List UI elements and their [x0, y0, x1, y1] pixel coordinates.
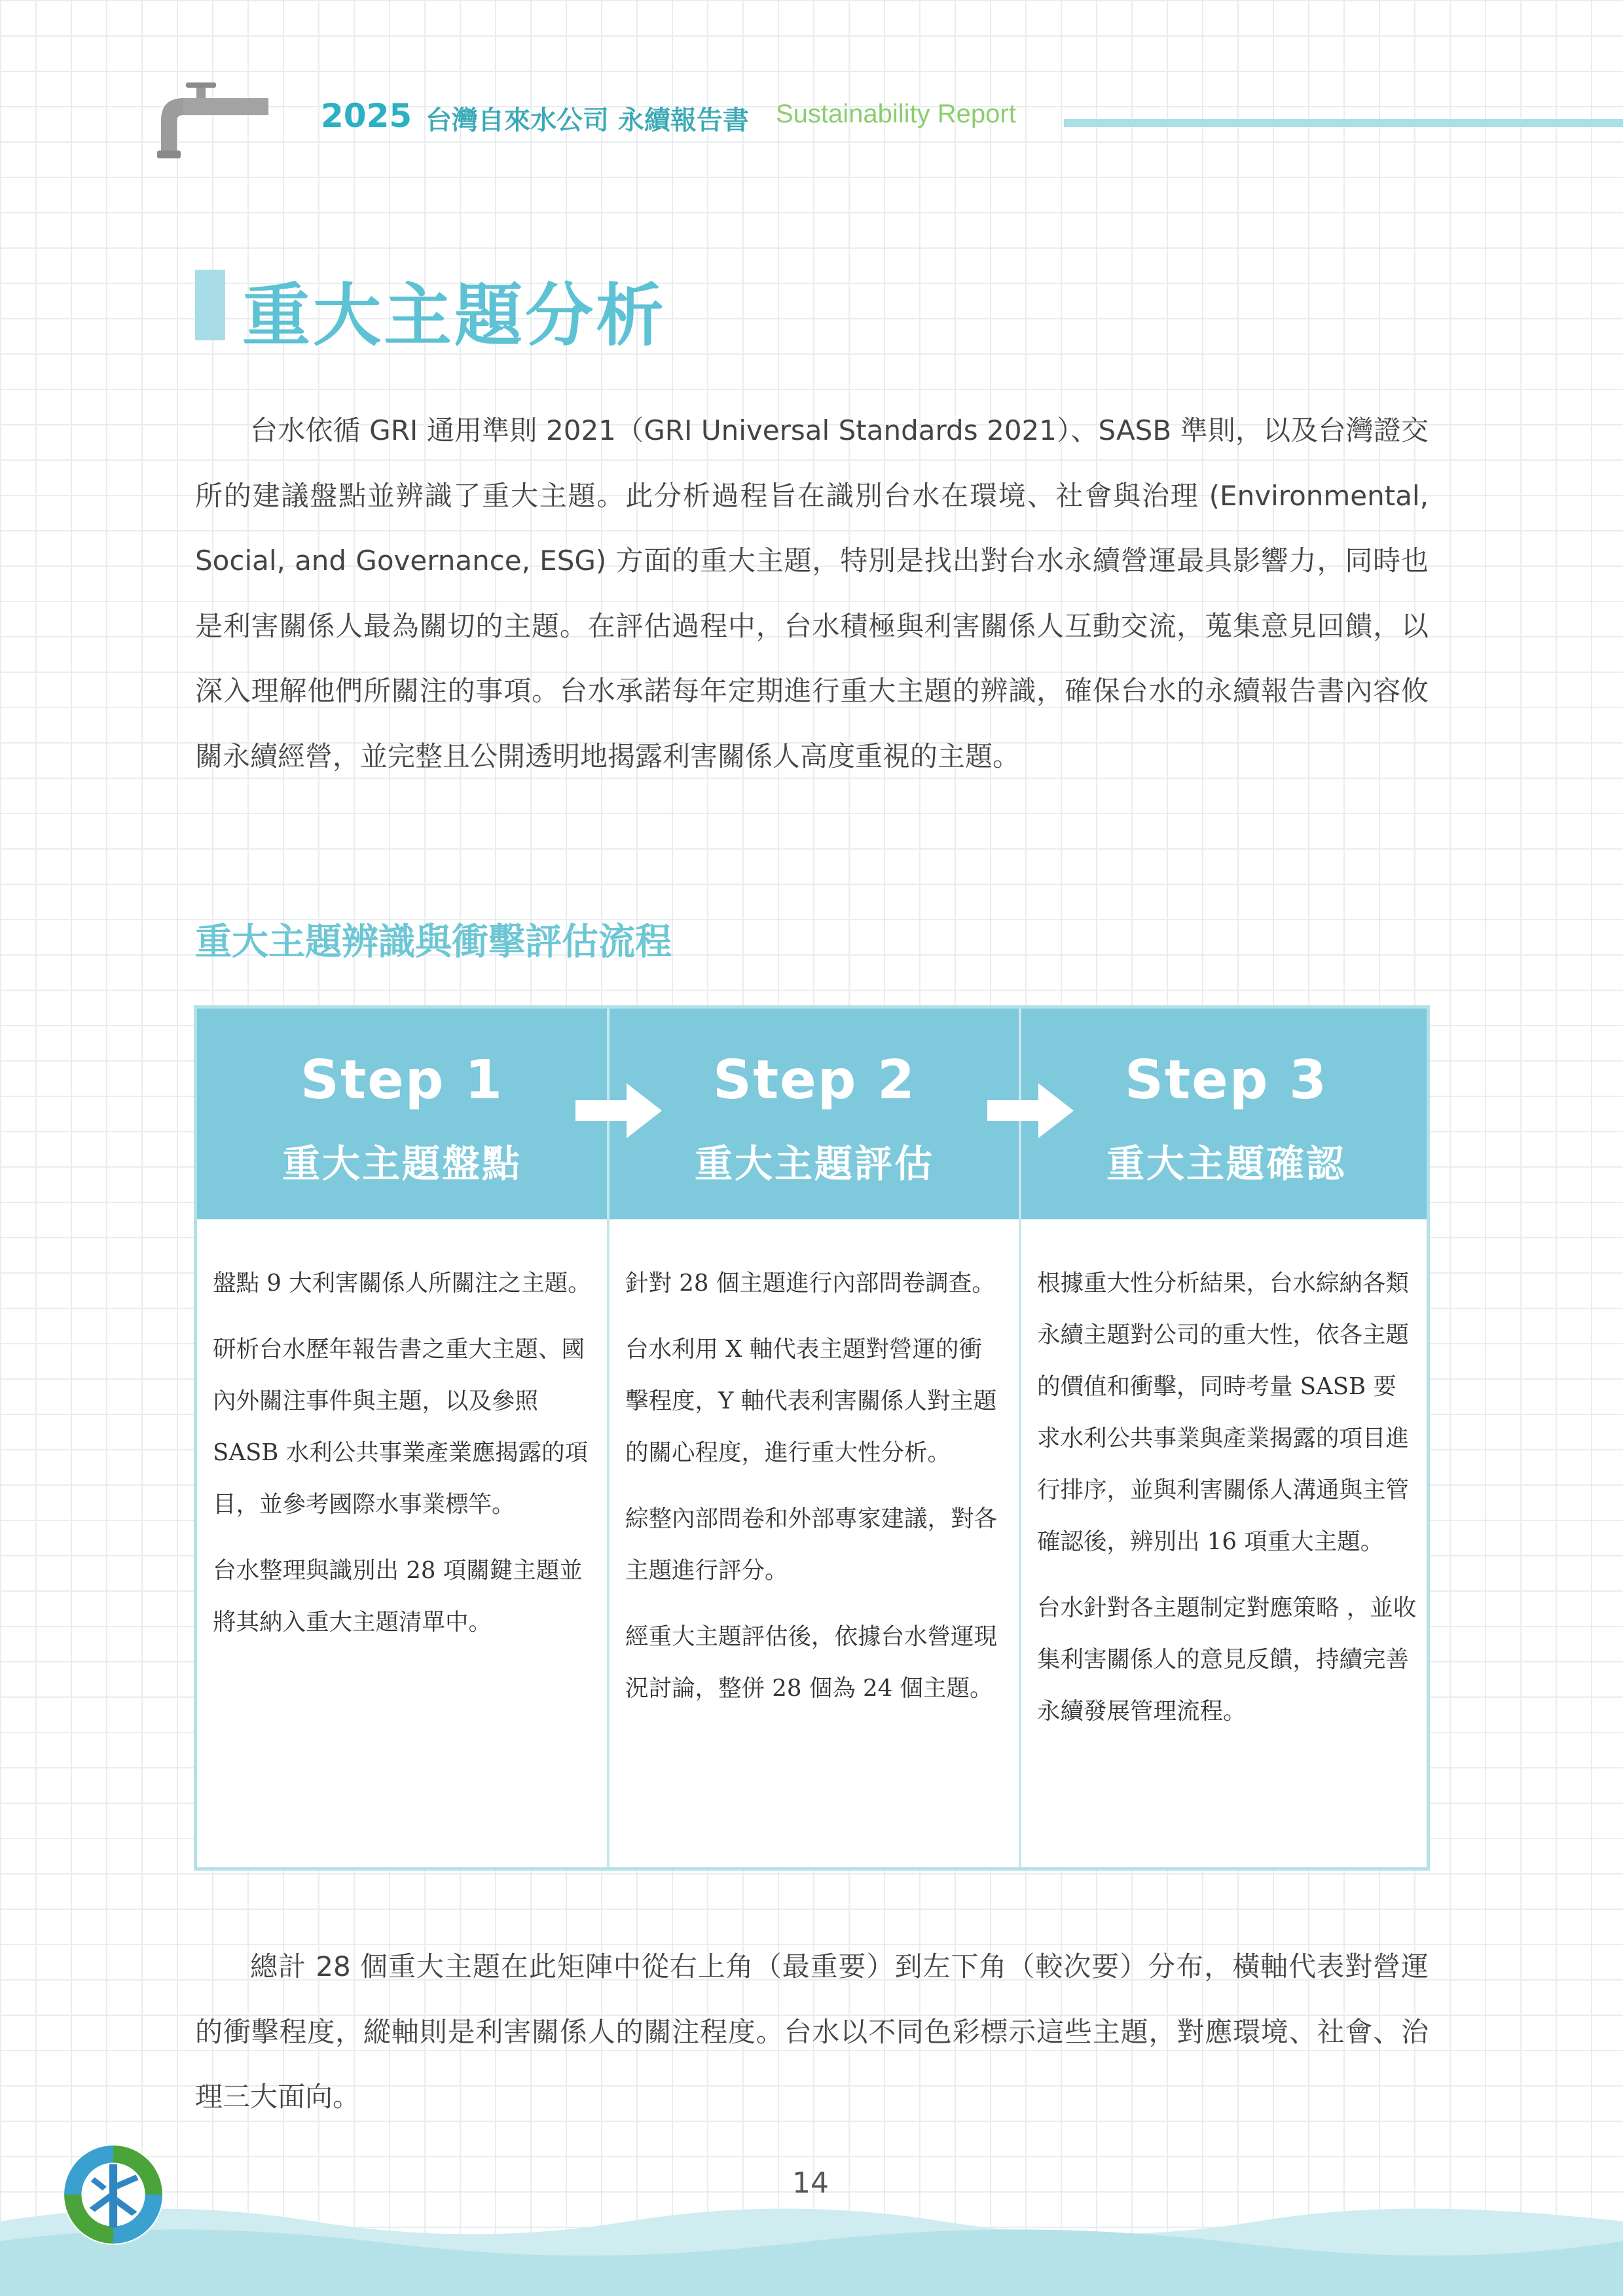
step-2-item: 經重大主題評估後，依據台水營運現況討論，整併 28 個為 24 個主題。	[625, 1623, 998, 1702]
taiwan-water-logo-icon	[60, 2142, 166, 2248]
step-2-item: 針對 28 個主題進行內部問卷調查。	[625, 1270, 995, 1297]
faucet-icon	[157, 79, 268, 164]
step-3-body	[1037, 1257, 1417, 1751]
section-title: 重大主題分析	[242, 276, 667, 355]
step-2-body	[625, 1257, 1005, 1729]
step-1-body	[213, 1257, 593, 1662]
header-rule	[1064, 119, 1623, 127]
step-1-label: Step 1	[300, 1049, 504, 1111]
step-3-header	[1021, 1009, 1431, 1219]
report-year: 2025	[321, 97, 412, 135]
process-title: 重大主題辨識與衝擊評估流程	[195, 921, 672, 963]
step-3-label: Step 3	[1124, 1049, 1328, 1111]
page-header	[157, 79, 1623, 164]
step-2-item: 台水利用 X 軸代表主題對營運的衝擊程度，Y 軸代表利害關係人對主題的關心程度，進行重大性分析。	[625, 1336, 997, 1466]
step-1-item: 研析台水歷年報告書之重大主題、國內外關注事件與主題，以及參照 SASB 水利公共事業產業應揭露的項目，並參考國際水事業標竿。	[213, 1336, 589, 1518]
step-1-item: 台水整理與識別出 28 項關鍵主題並將其納入重大主題清單中。	[213, 1557, 583, 1636]
process-flow-table	[194, 1005, 1430, 1871]
step-1-header	[197, 1009, 607, 1219]
step-1-name: 重大主題盤點	[282, 1141, 522, 1186]
arrow-right-icon	[570, 1078, 668, 1143]
report-title: 台灣自來水公司 永續報告書	[426, 105, 749, 135]
step-2-label: Step 2	[712, 1049, 917, 1111]
intro-text: 台水依循 GRI 通用準則 2021（GRI Universal Standards 2021）、SASB 準則，以及台灣證交所的建議盤點並辨識了重大主題。此分析過程旨在識別台水在環境、社會與治理 (Environmental, Social, and Governance, ESG) 方面的重大主題，特別是找出對台水永續營運最具影響力，同時也是利害關係人最為關切的主題。在評估過程中，台水積極與利害關係人互動交流，蒐集意見回饋，以深入理解他們所關注的事項。台水承諾每年定期進行重大主題的辨識，確保台水的永續報告書內容攸關永續經營，並完整且公開透明地揭露利害關係人高度重視的主題。	[195, 414, 1429, 772]
step-2-name: 重大主題評估	[694, 1141, 934, 1186]
step-3-name: 重大主題確認	[1106, 1141, 1346, 1186]
section-title-bar	[195, 270, 225, 340]
summary-paragraph	[195, 1934, 1429, 2130]
report-subtitle-en: Sustainability Report	[776, 99, 1016, 128]
step-1-item: 盤點 9 大利害關係人所關注之主題。	[213, 1270, 591, 1297]
summary-text: 總計 28 個重大主題在此矩陣中從右上角（最重要）到左下角（較次要）分布，橫軸代表對營運的衝擊程度，縱軸則是利害關係人的關注程度。台水以不同色彩標示這些主題，對應環境、社會、治理三大面向。	[195, 1950, 1429, 2113]
intro-paragraph	[195, 398, 1429, 789]
arrow-right-icon	[982, 1078, 1080, 1143]
step-3-item: 台水針對各主題制定對應策略 ，並收集利害關係人的意見反饋，持續完善永續發展管理流程。	[1037, 1594, 1417, 1725]
step-2-item: 綜整內部問卷和外部專家建議，對各主題進行評分。	[625, 1505, 998, 1584]
footer-wave	[0, 2198, 1623, 2296]
step-3-item: 根據重大性分析結果，台水綜納各類永續主題對公司的重大性，依各主題的價值和衝擊，同時考量 SASB 要求水利公共事業與產業揭露的項目進行排序，並與利害關係人溝通與主管確認後，辨別出 16 項重大主題。	[1037, 1270, 1410, 1555]
step-2-header	[610, 1009, 1019, 1219]
page-number: 14	[792, 2166, 829, 2200]
